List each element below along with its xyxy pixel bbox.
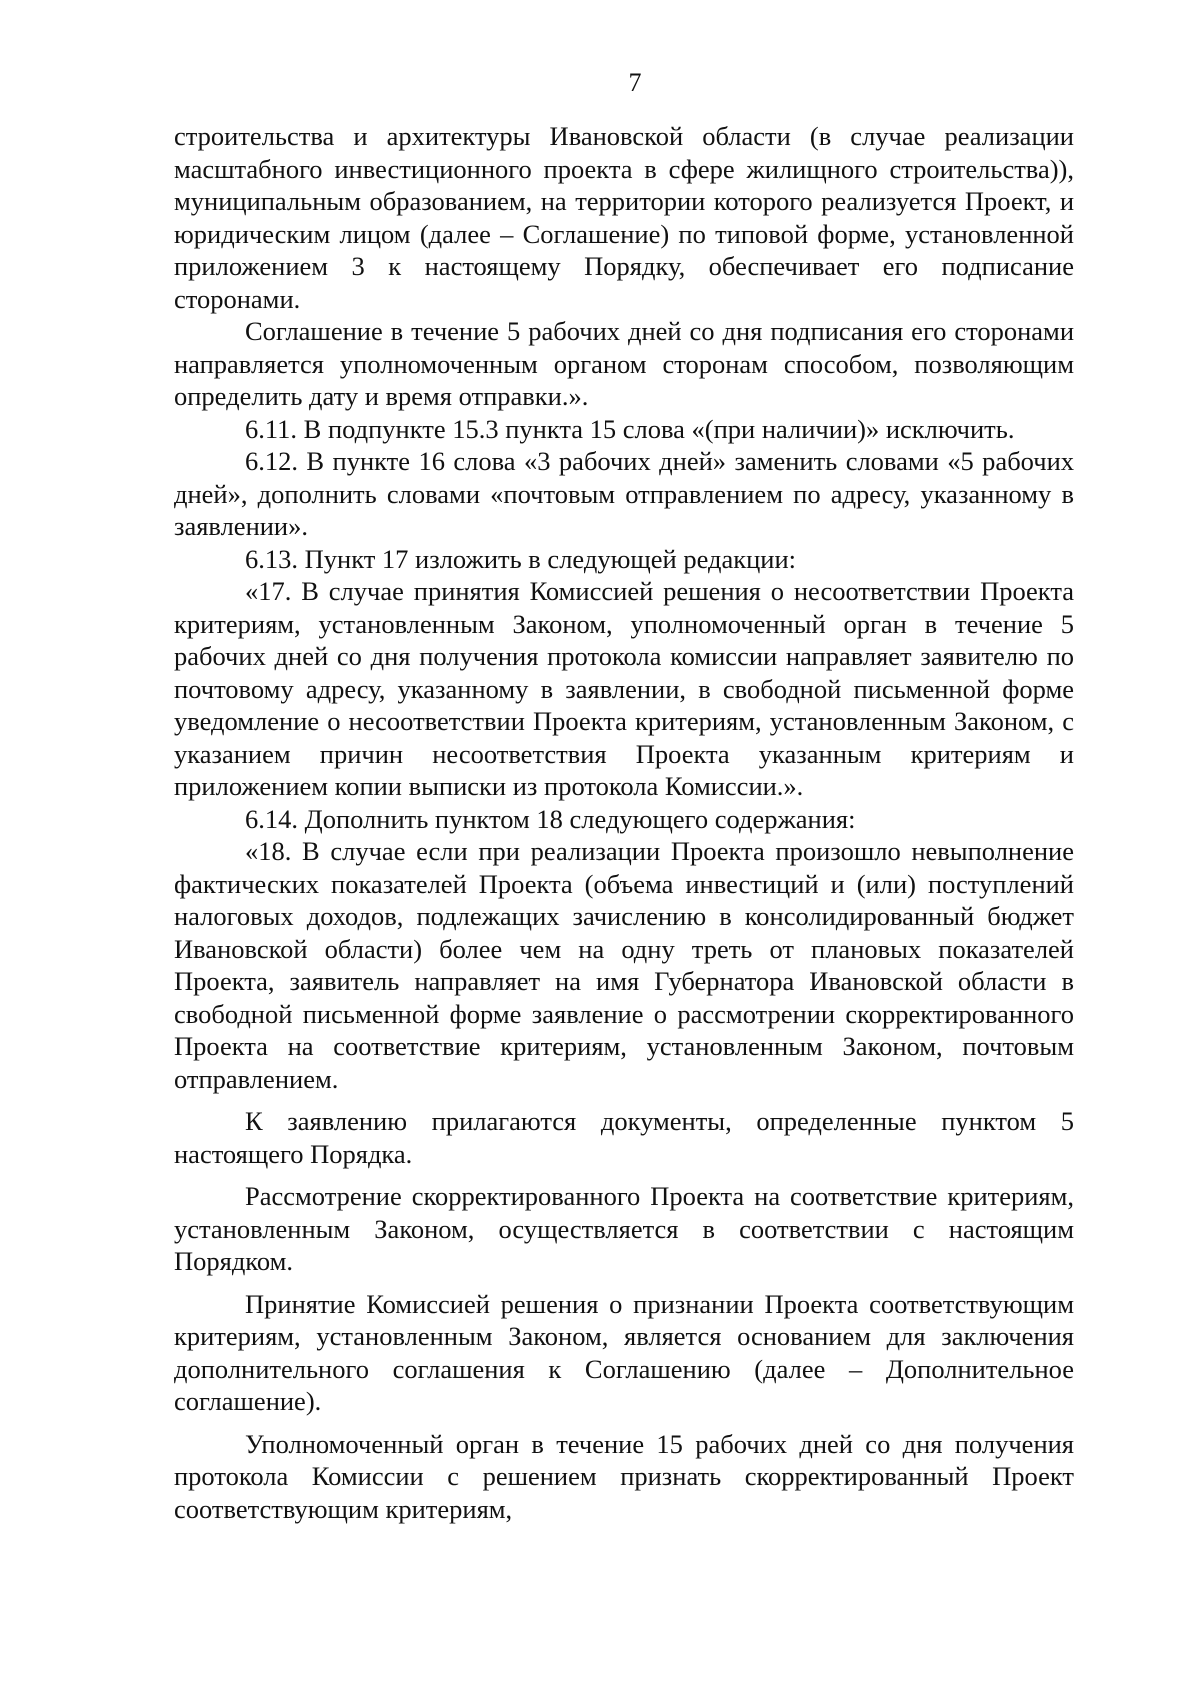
paragraph: «18. В случае если при реализации Проекта произошло невыполнение фактических показателей Проекта (объема инвестиций и (или) поступлений налоговых доходов, подлежащих зачислению в консолидированный бюджет Ивановской области) более чем на одну треть от плановых показателей Проекта, заявитель направляет на имя Губернатора Ивановской области в свободной письменной форме заявление о рассмотрении скорректированного Проекта на соответствие критериям, установленным Законом, почтовым отправлением. [174, 836, 1074, 1094]
paragraph: Рассмотрение скорректированного Проекта на соответствие критериям, установленным Законом, осуществляется в соответствии с настоящим Порядком. [174, 1181, 1074, 1276]
paragraph: Уполномоченный орган в течение 15 рабочих дней со дня получения протокола Комиссии с решением признать скорректированный Проект соответствующим критериям, [174, 1428, 1074, 1524]
paragraph: 6.12. В пункте 16 слова «3 рабочих дней» заменить словами «5 рабочих дней», дополнить словами «почтовым отправлением по адресу, указанному в заявлении». [174, 446, 1074, 541]
page-number: 7 [628, 68, 642, 97]
document-body [174, 120, 1074, 1525]
paragraph: 6.11. В подпункте 15.3 пункта 15 слова «(при наличии)» исключить. [245, 413, 1015, 444]
paragraph: строительства и архитектуры Ивановской области (в случае реализации масштабного инвестиционного проекта в сфере жилищного строительства)), муниципальным образованием, на территории которого реализуется Проект, и юридическим лицом (далее – Соглашение) по типовой форме, установленной приложением 3 к настоящему Порядку, обеспечивает его подписание сторонами. [174, 121, 1074, 314]
paragraph: «17. В случае принятия Комиссией решения о несоответствии Проекта критериям, установленным Законом, уполномоченный орган в течение 5 рабочих дней со дня получения протокола комиссии направляет заявителю по почтовому адресу, указанному в заявлении, в свободной письменной форме уведомление о несоответствии Проекта критериям, установленным Законом, с указанием причин несоответствия Проекта указанным критериям и приложением копии выписки из протокола Комиссии.». [174, 576, 1074, 801]
paragraph: Соглашение в течение 5 рабочих дней со дня подписания его сторонами направляется уполномоченным органом сторонам способом, позволяющим определить дату и время отправки.». [174, 316, 1074, 411]
paragraph: 6.13. Пункт 17 изложить в следующей редакции: [245, 543, 797, 574]
paragraph: 6.14. Дополнить пунктом 18 следующего содержания: [245, 803, 856, 834]
paragraph: К заявлению прилагаются документы, определенные пунктом 5 настоящего Порядка. [174, 1106, 1074, 1169]
paragraph: Принятие Комиссией решения о признании Проекта соответствующим критериям, установленным Законом, является основанием для заключения дополнительного соглашения к Соглашению (далее – Дополнительное соглашение). [174, 1288, 1074, 1416]
